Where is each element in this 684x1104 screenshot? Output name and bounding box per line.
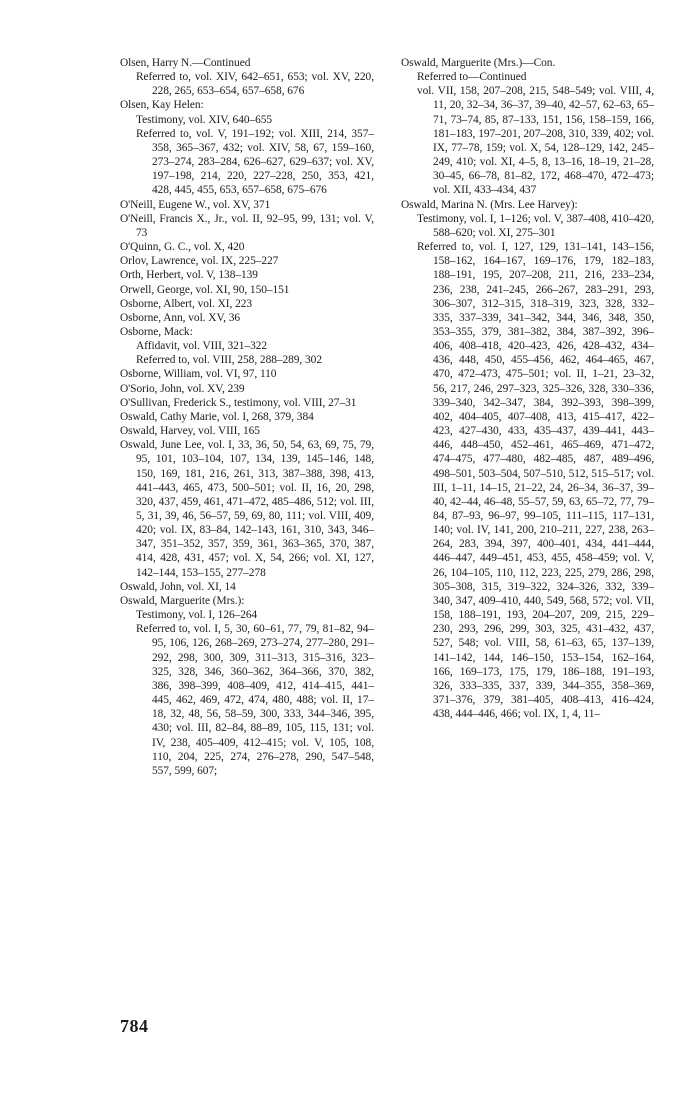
index-entry-olsen-harry-continued: Olsen, Harry N.—Continued bbox=[120, 57, 251, 69]
index-entry-oquinn-gc: O'Quinn, G. C., vol. X, 420 bbox=[120, 241, 245, 254]
index-entry-osborne-mack-referred: Referred to, vol. VIII, 258, 288–289, 302 bbox=[136, 354, 322, 367]
index-entry-olsen-harry-referred: Referred to, vol. XIV, 642–651, 653; vol. XV, 220, 228, 265, 653–654, 657–658, 676 bbox=[136, 71, 374, 98]
index-entry-oswald-marina-testimony: Testimony, vol. I, 1–126; vol. V, 387–408, 410–420, 588–620; vol. XI, 275–301 bbox=[417, 212, 654, 239]
index-entry-oswald-marina: Oswald, Marina N. (Mrs. Lee Harvey): bbox=[401, 198, 578, 211]
index-entry-olsen-kay-testimony: Testimony, vol. XIV, 640–655 bbox=[136, 113, 273, 126]
index-entry-oswald-marina-referred: Referred to, vol. I, 127, 129, 131–141, 143–156, 158–162, 164–167, 169–176, 179, 182–183, 188–191, 195, 207–208, 211, 216, 233–234, 236, 238, 241–245, 266–267, 283–291, 293, 306–307, 312–315, 318–319, 323, 328, 332–335, 337–339, 341–342, 344, 346, 348, 350, 353–355, 379, 381–382, 384, 387–392, 396–406, 408–418, 420–423, 426, 428–432, 434–436, 448, 450, 455–456, 462, 464–465, 467, 470, 472–473, 475–501; vol. II, 1–21, 23–32, 56, 217, 246, 297–323, 325–326, 328, 330–336, 339–340, 342–347, 384, 392–393, 398–399, 402, 404–405, 407–408, 413, 415–417, 422–423, 427–430, 433, 435–437, 439–441, 443–446, 448–450, 452–461, 465–469, 471–472, 474–475, 477–480, 482–485, 487, 489–496, 498–501, 503–504, 507–510, 512, 515–517; vol. III, 1–11, 14–15, 21–22, 24, 26–34, 36–37, 39–40, 42–44, 46–48, 55–57, 59, 63, 65–72, 77, 79–84, 87–93, 96–97, 99–105, 111–115, 117–131, 140; vol. IV, 141, 200, 210–211, 227, 238, 263–264, 283, 394, 397, 400–401, 434, 441–444, 446–447, 449–451, 453, 455, 458–459; vol. V, 26, 104–105, 110, 112, 223, 225, 279, 286, 298, 305–308, 315, 319–322, 324–326, 332, 339–340, 347, 409–410, 440, 549, 568, 572; vol. VII, 158, 188–191, 193, 204–207, 209, 215, 229–230, 293, 296, 299, 303, 325, 431–432, 437, 527, 548; vol. VIII, 58, 61–63, 65, 137–139, 141–142, 144, 146–150, 153–154, 162–164, 166, 169–173, 175, 179, 186–188, 191–193, 326, 333–335, 337, 339, 344–355, 358–369, 371–376, 379, 381–405, 408–413, 416–424, 438, 444–446, 466; vol. IX, 1, 4, 11– bbox=[417, 241, 654, 721]
index-entry-osborne-albert: Osborne, Albert, vol. XI, 223 bbox=[120, 297, 253, 310]
left-column bbox=[120, 56, 374, 778]
index-entry-osborne-mack-affidavit: Affidavit, vol. VIII, 321–322 bbox=[136, 340, 268, 353]
index-entry-orwell-george: Orwell, George, vol. XI, 90, 150–151 bbox=[120, 283, 290, 296]
index-entry-osullivan-frederick: O'Sullivan, Frederick S., testimony, vol. VIII, 27–31 bbox=[120, 396, 357, 409]
index-entry-oswald-john: Oswald, John, vol. XI, 14 bbox=[120, 580, 236, 593]
index-entry-oswald-marguerite-referred: Referred to, vol. I, 5, 30, 60–61, 77, 79, 81–82, 94–95, 106, 126, 268–269, 273–274, 277–280, 291–292, 298, 300, 309, 311–313, 315–316, 323–325, 328, 346, 360–362, 364–366, 370, 382, 386, 398–399, 408–409, 412, 414–415, 441–445, 462, 469, 472, 474, 480, 488; vol. II, 17–18, 32, 48, 56, 58–59, 300, 333, 344–346, 395, 430; vol. III, 82–84, 88–89, 105, 115, 131; vol. IV, 238, 405–409, 412–415; vol. V, 105, 108, 110, 204, 225, 274, 276–278, 290, 547–548, 557, 599, 607; bbox=[136, 623, 374, 777]
index-entry-oneill-francis: O'Neill, Francis X., Jr., vol. II, 92–95, 99, 131; vol. V, 73 bbox=[120, 212, 374, 239]
index-entry-oswald-marguerite: Oswald, Marguerite (Mrs.): bbox=[120, 594, 245, 607]
index-entry-orth-herbert: Orth, Herbert, vol. V, 138–139 bbox=[120, 269, 258, 282]
index-entry-olsen-kay-helen: Olsen, Kay Helen: bbox=[120, 99, 204, 112]
index-entry-oswald-marguerite-testimony: Testimony, vol. I, 126–264 bbox=[136, 609, 258, 622]
index-entry-osborne-ann: Osborne, Ann, vol. XV, 36 bbox=[120, 311, 241, 324]
right-column bbox=[401, 56, 654, 721]
page-number: 784 bbox=[120, 1016, 149, 1036]
index-entry-oswald-harvey: Oswald, Harvey, vol. VIII, 165 bbox=[120, 425, 260, 438]
index-entry-oneill-eugene: O'Neill, Eugene W., vol. XV, 371 bbox=[120, 198, 271, 211]
index-entry-osborne-mack: Osborne, Mack: bbox=[120, 325, 193, 338]
index-entry-oswald-june-lee: Oswald, June Lee, vol. I, 33, 36, 50, 54, 63, 69, 75, 79, 95, 101, 103–104, 107, 134, 139, 145–146, 148, 150, 169, 181, 216, 261, 313, 387–388, 398, 413, 441–443, 465, 473, 500–501; vol. II, 16, 20, 298, 320, 437, 459, 461, 471–472, 485–486, 512; vol. III, 5, 31, 39, 46, 56–57, 59, 69, 80, 111; vol. VIII, 409, 420; vol. IX, 83–84, 142–143, 161, 310, 343, 346–347, 351–352, 357, 359, 361, 363–365, 370, 387, 414, 428, 431, 457; vol. X, 54, 266; vol. XI, 127, 142–144, 153–155, 277–278 bbox=[120, 439, 374, 579]
index-entry-olsen-kay-referred: Referred to, vol. V, 191–192; vol. XIII, 214, 357–358, 365–367, 432; vol. XIV, 58, 67, 159–160, 273–274, 283–284, 626–627, 629–637; vol. XV, 197–198, 214, 220, 227–228, 250, 353, 421, 428, 445, 455, 653, 657–658, 675–676 bbox=[136, 127, 374, 197]
index-entry-osorio-john: O'Sorio, John, vol. XV, 239 bbox=[120, 382, 245, 395]
index-entry-osborne-william: Osborne, William, vol. VI, 97, 110 bbox=[120, 368, 277, 381]
index-entry-orlov-lawrence: Orlov, Lawrence, vol. IX, 225–227 bbox=[120, 255, 279, 268]
index-entry-oswald-marguerite-referred-continued-heading: Referred to—Continued bbox=[417, 71, 527, 84]
index-entry-oswald-cathy-marie: Oswald, Cathy Marie, vol. I, 268, 379, 384 bbox=[120, 410, 314, 423]
index-entry-oswald-marguerite-con: Oswald, Marguerite (Mrs.)—Con. bbox=[401, 57, 556, 69]
index-entry-oswald-marguerite-referred-continued: vol. VII, 158, 207–208, 215, 548–549; vol. VIII, 4, 11, 20, 32–34, 36–37, 39–40, 42–57, 62–63, 65–71, 73–74, 85, 87–133, 151, 156, 158–159, 166, 181–183, 197–201, 207–208, 310, 339, 402; vol. IX, 77–78, 159; vol. X, 54, 128–129, 142, 245–249, 410; vol. XI, 4–5, 8, 13–16, 18–19, 21–28, 30–45, 66–78, 81–82, 172, 468–470, 472–473; vol. XII, 433–434, 437 bbox=[417, 85, 654, 197]
